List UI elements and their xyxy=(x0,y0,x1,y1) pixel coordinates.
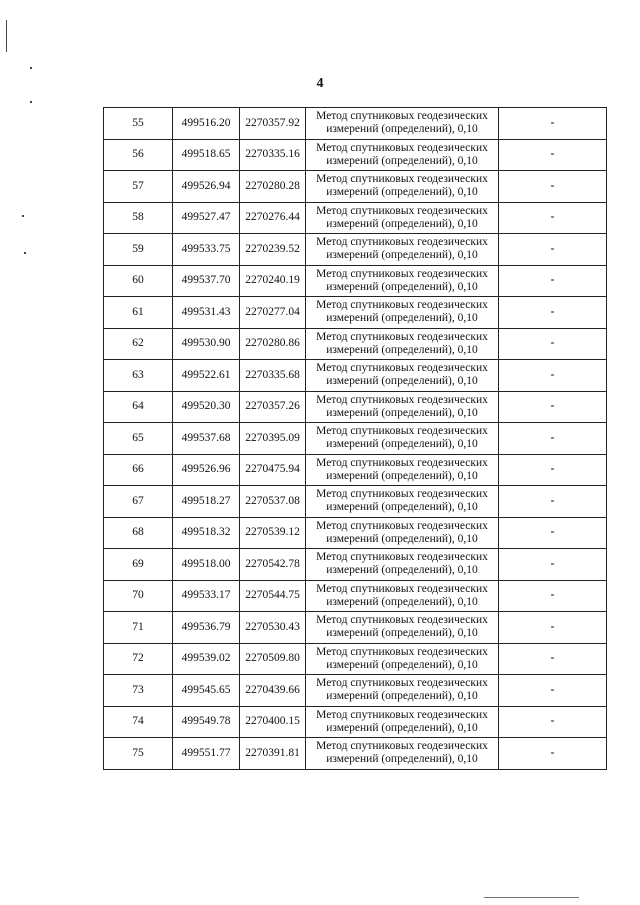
method-text-line: Метод спутниковых геодезических xyxy=(316,425,488,438)
method-text-line: Метод спутниковых геодезических xyxy=(316,488,488,501)
point-number-cell: 71 xyxy=(104,612,173,644)
x-coordinate-cell: 499530.90 xyxy=(173,328,240,360)
method-text-line: измерений (определений), 0,10 xyxy=(326,154,478,167)
table-row xyxy=(104,738,607,770)
point-number-cell: 63 xyxy=(104,360,173,392)
method-text-line: измерений (определений), 0,10 xyxy=(326,595,478,608)
method-cell xyxy=(306,234,499,266)
x-coordinate-cell: 499518.27 xyxy=(173,486,240,518)
y-coordinate-cell: 2270530.43 xyxy=(240,612,306,644)
method-text-line: измерений (определений), 0,10 xyxy=(326,627,478,640)
x-coordinate-cell: 499539.02 xyxy=(173,643,240,675)
method-text-line: измерений (определений), 0,10 xyxy=(326,501,478,514)
x-coordinate-cell: 499527.47 xyxy=(173,202,240,234)
method-text-line: Метод спутниковых геодезических xyxy=(316,267,488,280)
description-cell: - xyxy=(499,517,607,549)
table-row xyxy=(104,265,607,297)
point-number-cell: 74 xyxy=(104,706,173,738)
point-number-cell: 55 xyxy=(104,108,173,140)
description-cell: - xyxy=(499,391,607,423)
method-text-line: Метод спутниковых геодезических xyxy=(316,141,488,154)
table-row xyxy=(104,423,607,455)
y-coordinate-cell: 2270509.80 xyxy=(240,643,306,675)
point-number-cell: 57 xyxy=(104,171,173,203)
x-coordinate-cell: 499531.43 xyxy=(173,297,240,329)
y-coordinate-cell: 2270280.86 xyxy=(240,328,306,360)
y-coordinate-cell: 2270335.68 xyxy=(240,360,306,392)
method-text-line: Метод спутниковых геодезических xyxy=(316,740,488,753)
footer-rule xyxy=(484,897,579,898)
y-coordinate-cell: 2270400.15 xyxy=(240,706,306,738)
description-cell: - xyxy=(499,486,607,518)
description-cell: - xyxy=(499,612,607,644)
x-coordinate-cell: 499533.75 xyxy=(173,234,240,266)
method-text-line: Метод спутниковых геодезических xyxy=(316,519,488,532)
method-text-line: Метод спутниковых геодезических xyxy=(316,614,488,627)
table-row xyxy=(104,171,607,203)
method-cell xyxy=(306,486,499,518)
method-cell xyxy=(306,360,499,392)
table-row xyxy=(104,675,607,707)
method-text-line: измерений (определений), 0,10 xyxy=(326,690,478,703)
description-cell: - xyxy=(499,234,607,266)
y-coordinate-cell: 2270357.92 xyxy=(240,108,306,140)
point-number-cell: 60 xyxy=(104,265,173,297)
table-row xyxy=(104,297,607,329)
table-row xyxy=(104,486,607,518)
description-cell: - xyxy=(499,454,607,486)
method-cell xyxy=(306,643,499,675)
y-coordinate-cell: 2270335.16 xyxy=(240,139,306,171)
description-cell: - xyxy=(499,643,607,675)
y-coordinate-cell: 2270395.09 xyxy=(240,423,306,455)
method-text-line: измерений (определений), 0,10 xyxy=(326,186,478,199)
method-cell xyxy=(306,454,499,486)
method-text-line: Метод спутниковых геодезических xyxy=(316,204,488,217)
y-coordinate-cell: 2270542.78 xyxy=(240,549,306,581)
scan-margin-dot xyxy=(30,101,32,103)
y-coordinate-cell: 2270276.44 xyxy=(240,202,306,234)
method-text-line: измерений (определений), 0,10 xyxy=(326,343,478,356)
method-cell xyxy=(306,171,499,203)
method-text-line: Метод спутниковых геодезических xyxy=(316,110,488,123)
method-cell xyxy=(306,202,499,234)
point-number-cell: 59 xyxy=(104,234,173,266)
y-coordinate-cell: 2270280.28 xyxy=(240,171,306,203)
y-coordinate-cell: 2270439.66 xyxy=(240,675,306,707)
description-cell: - xyxy=(499,108,607,140)
method-text-line: измерений (определений), 0,10 xyxy=(326,280,478,293)
method-cell xyxy=(306,328,499,360)
x-coordinate-cell: 499516.20 xyxy=(173,108,240,140)
method-text-line: измерений (определений), 0,10 xyxy=(326,438,478,451)
method-cell xyxy=(306,265,499,297)
method-text-line: Метод спутниковых геодезических xyxy=(316,362,488,375)
method-text-line: измерений (определений), 0,10 xyxy=(326,312,478,325)
method-text-line: измерений (определений), 0,10 xyxy=(326,753,478,766)
method-cell xyxy=(306,517,499,549)
description-cell: - xyxy=(499,360,607,392)
table-row xyxy=(104,360,607,392)
page-number: 4 xyxy=(316,76,324,91)
x-coordinate-cell: 499533.17 xyxy=(173,580,240,612)
description-cell: - xyxy=(499,580,607,612)
method-cell xyxy=(306,423,499,455)
method-text-line: измерений (определений), 0,10 xyxy=(326,658,478,671)
y-coordinate-cell: 2270239.52 xyxy=(240,234,306,266)
x-coordinate-cell: 499518.32 xyxy=(173,517,240,549)
table-row xyxy=(104,391,607,423)
method-cell xyxy=(306,738,499,770)
scan-margin-dot xyxy=(24,252,26,254)
table-row xyxy=(104,706,607,738)
method-text-line: измерений (определений), 0,10 xyxy=(326,249,478,262)
point-number-cell: 64 xyxy=(104,391,173,423)
scan-margin-line xyxy=(6,20,7,52)
point-number-cell: 66 xyxy=(104,454,173,486)
description-cell: - xyxy=(499,675,607,707)
point-number-cell: 68 xyxy=(104,517,173,549)
table-row xyxy=(104,234,607,266)
description-cell: - xyxy=(499,202,607,234)
method-text-line: Метод спутниковых геодезических xyxy=(316,456,488,469)
x-coordinate-cell: 499518.65 xyxy=(173,139,240,171)
method-text-line: Метод спутниковых геодезических xyxy=(316,393,488,406)
x-coordinate-cell: 499526.96 xyxy=(173,454,240,486)
method-cell xyxy=(306,580,499,612)
description-cell: - xyxy=(499,171,607,203)
method-cell xyxy=(306,297,499,329)
method-text-line: Метод спутниковых геодезических xyxy=(316,677,488,690)
table-row xyxy=(104,549,607,581)
table-row xyxy=(104,643,607,675)
method-cell xyxy=(306,108,499,140)
method-text-line: Метод спутниковых геодезических xyxy=(316,582,488,595)
method-text-line: Метод спутниковых геодезических xyxy=(316,708,488,721)
x-coordinate-cell: 499520.30 xyxy=(173,391,240,423)
x-coordinate-cell: 499526.94 xyxy=(173,171,240,203)
method-text-line: измерений (определений), 0,10 xyxy=(326,469,478,482)
point-number-cell: 72 xyxy=(104,643,173,675)
point-number-cell: 70 xyxy=(104,580,173,612)
x-coordinate-cell: 499545.65 xyxy=(173,675,240,707)
x-coordinate-cell: 499518.00 xyxy=(173,549,240,581)
scan-margin-dot xyxy=(30,67,32,69)
coordinates-table xyxy=(103,107,607,770)
point-number-cell: 56 xyxy=(104,139,173,171)
method-cell xyxy=(306,675,499,707)
point-number-cell: 61 xyxy=(104,297,173,329)
x-coordinate-cell: 499522.61 xyxy=(173,360,240,392)
table-body xyxy=(104,108,607,770)
method-text-line: измерений (определений), 0,10 xyxy=(326,532,478,545)
point-number-cell: 65 xyxy=(104,423,173,455)
table-row xyxy=(104,202,607,234)
method-text-line: Метод спутниковых геодезических xyxy=(316,173,488,186)
description-cell: - xyxy=(499,139,607,171)
description-cell: - xyxy=(499,738,607,770)
method-cell xyxy=(306,391,499,423)
x-coordinate-cell: 499537.68 xyxy=(173,423,240,455)
description-cell: - xyxy=(499,265,607,297)
description-cell: - xyxy=(499,706,607,738)
method-text-line: измерений (определений), 0,10 xyxy=(326,564,478,577)
method-text-line: измерений (определений), 0,10 xyxy=(326,217,478,230)
description-cell: - xyxy=(499,297,607,329)
method-text-line: измерений (определений), 0,10 xyxy=(326,123,478,136)
table-row xyxy=(104,580,607,612)
y-coordinate-cell: 2270391.81 xyxy=(240,738,306,770)
y-coordinate-cell: 2270537.08 xyxy=(240,486,306,518)
method-cell xyxy=(306,612,499,644)
method-text-line: измерений (определений), 0,10 xyxy=(326,375,478,388)
point-number-cell: 58 xyxy=(104,202,173,234)
description-cell: - xyxy=(499,423,607,455)
method-text-line: Метод спутниковых геодезических xyxy=(316,299,488,312)
method-cell xyxy=(306,706,499,738)
method-text-line: Метод спутниковых геодезических xyxy=(316,645,488,658)
point-number-cell: 75 xyxy=(104,738,173,770)
y-coordinate-cell: 2270357.26 xyxy=(240,391,306,423)
table-row xyxy=(104,517,607,549)
method-text-line: измерений (определений), 0,10 xyxy=(326,721,478,734)
y-coordinate-cell: 2270539.12 xyxy=(240,517,306,549)
point-number-cell: 69 xyxy=(104,549,173,581)
method-cell xyxy=(306,139,499,171)
scan-margin-dot xyxy=(22,215,24,217)
point-number-cell: 67 xyxy=(104,486,173,518)
table-row xyxy=(104,139,607,171)
y-coordinate-cell: 2270277.04 xyxy=(240,297,306,329)
x-coordinate-cell: 499549.78 xyxy=(173,706,240,738)
y-coordinate-cell: 2270240.19 xyxy=(240,265,306,297)
method-text-line: Метод спутниковых геодезических xyxy=(316,236,488,249)
x-coordinate-cell: 499537.70 xyxy=(173,265,240,297)
x-coordinate-cell: 499551.77 xyxy=(173,738,240,770)
description-cell: - xyxy=(499,328,607,360)
table-row xyxy=(104,612,607,644)
method-text-line: измерений (определений), 0,10 xyxy=(326,406,478,419)
description-cell: - xyxy=(499,549,607,581)
y-coordinate-cell: 2270475.94 xyxy=(240,454,306,486)
y-coordinate-cell: 2270544.75 xyxy=(240,580,306,612)
method-cell xyxy=(306,549,499,581)
x-coordinate-cell: 499536.79 xyxy=(173,612,240,644)
method-text-line: Метод спутниковых геодезических xyxy=(316,330,488,343)
point-number-cell: 62 xyxy=(104,328,173,360)
table-row xyxy=(104,108,607,140)
table-row xyxy=(104,454,607,486)
method-text-line: Метод спутниковых геодезических xyxy=(316,551,488,564)
table-row xyxy=(104,328,607,360)
point-number-cell: 73 xyxy=(104,675,173,707)
